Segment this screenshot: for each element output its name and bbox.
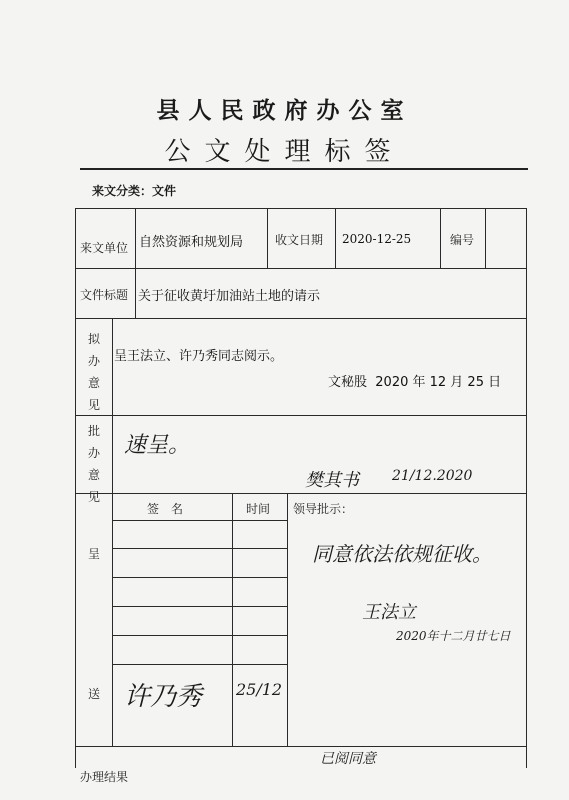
org-title: 县人民政府办公室 — [156, 97, 413, 124]
time-handwriting: 25/12 — [236, 680, 283, 699]
sign-row-divider — [112, 606, 287, 607]
category-value: 文件 — [152, 184, 177, 198]
time-col-header: 时间 — [246, 502, 271, 516]
label-col-divider — [112, 493, 113, 746]
bottom-handwriting: 已阅同意 — [320, 751, 376, 767]
submit-label-top: 呈 — [88, 547, 101, 561]
category-label: 来文分类： — [92, 184, 153, 198]
col-divider — [135, 268, 136, 318]
leader-handwriting-2: 王法立 — [362, 602, 416, 623]
col-divider — [335, 208, 336, 268]
leader-label: 领导批示： — [293, 502, 354, 516]
table-border-top — [75, 208, 527, 209]
draft-label-char: 意 — [87, 376, 100, 390]
category-line — [92, 182, 176, 199]
approve-label-char: 批 — [87, 424, 100, 438]
label-col-divider — [112, 318, 113, 493]
approve-label — [84, 420, 104, 508]
approve-label-char: 意 — [87, 468, 100, 482]
draft-label — [84, 328, 104, 416]
table-border-left — [75, 208, 76, 768]
col-divider — [485, 208, 486, 268]
col-divider — [440, 208, 441, 268]
draft-date: 2020 年 12 月 25 日 — [375, 375, 502, 390]
row-divider — [75, 493, 527, 494]
draft-label-char: 办 — [87, 354, 100, 368]
leader-handwriting-3: 2020年十二月廿七日 — [396, 629, 511, 643]
approve-date: 21/12.2020 — [392, 468, 473, 484]
sign-row-divider — [112, 664, 287, 665]
sign-handwriting: 许乃秀 — [124, 682, 203, 712]
submit-label-bottom: 送 — [88, 687, 101, 701]
time-col-divider — [232, 493, 233, 746]
date-label: 收文日期 — [275, 233, 324, 247]
row-divider — [75, 415, 527, 416]
col-divider — [135, 208, 136, 268]
subject-label: 文件标题 — [80, 288, 129, 302]
draft-label-char: 见 — [87, 398, 100, 412]
row-divider — [75, 746, 527, 747]
approve-signature: 樊其书 — [305, 470, 359, 491]
row-divider — [75, 318, 527, 319]
approve-handwriting: 速呈。 — [124, 433, 191, 458]
col-divider — [267, 208, 268, 268]
date-value: 2020-12-25 — [342, 232, 412, 246]
draft-text: 呈王法立、许乃秀同志阅示。 — [114, 349, 284, 364]
row-divider — [75, 268, 527, 269]
leader-col-divider — [287, 493, 288, 746]
table-border-right — [526, 208, 527, 768]
leader-handwriting-1: 同意依法依规征收。 — [312, 542, 492, 566]
draft-label-char: 拟 — [87, 332, 100, 346]
doc-title: 公文处理标签 — [164, 137, 405, 167]
result-label: 办理结果 — [80, 770, 129, 784]
approve-label-char: 办 — [87, 446, 100, 460]
title-rule — [80, 168, 528, 170]
number-label: 编号 — [450, 233, 475, 247]
draft-signoff — [328, 371, 501, 390]
draft-sign: 文秘股 — [328, 375, 368, 390]
sign-row-divider — [112, 548, 287, 549]
sign-row-divider — [112, 520, 287, 521]
sign-row-divider — [112, 577, 287, 578]
source-label: 来文单位 — [80, 241, 129, 255]
source-value: 自然资源和规划局 — [139, 235, 244, 250]
sign-row-divider — [112, 635, 287, 636]
approve-label-char: 见 — [87, 490, 100, 504]
sign-col-header: 签 名 — [147, 502, 184, 516]
subject-value: 关于征收黄圩加油站土地的请示 — [138, 289, 321, 304]
